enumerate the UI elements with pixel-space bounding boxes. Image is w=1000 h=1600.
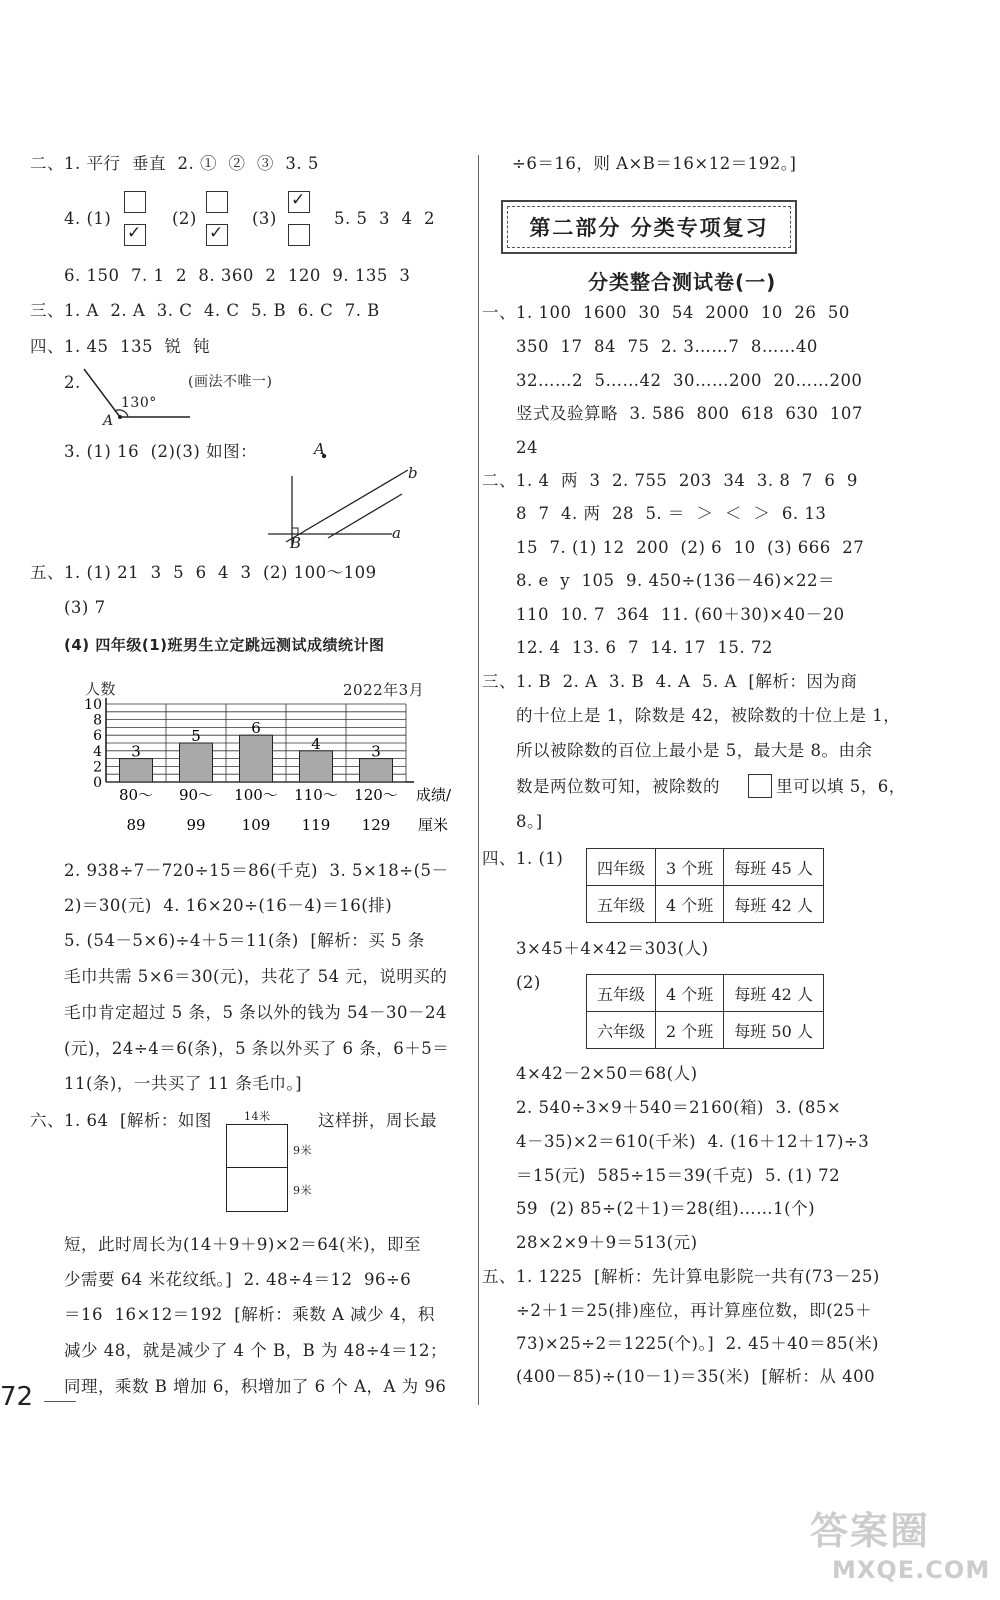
answer-line: 短，此时周长为(14＋9＋9)×2＝64(米)，即至 [64, 1235, 422, 1254]
x-tick-label: 119 [301, 816, 331, 834]
answer-line: 五、1. 1225 [解析：先计算电影院一共有(73－25) [482, 1267, 880, 1286]
bar-value-label: 3 [131, 742, 141, 761]
chart-caption: (4) 四年级(1)班男生立定跳远测试成绩统计图 [64, 636, 385, 654]
answer-line: 六、1. 64 [解析：如图 [30, 1111, 212, 1130]
x-tick-label: 80～ [118, 786, 154, 804]
bar [120, 759, 153, 782]
bar [240, 735, 273, 782]
answer-line: ÷6＝16，则 A×B＝16×12＝192。] [512, 154, 797, 173]
section-banner-title: 第二部分 分类专项复习 [507, 206, 791, 248]
answer-line: (2) [172, 209, 197, 228]
x-tick-label: 120～ [354, 786, 398, 804]
line-label: b [408, 464, 419, 482]
answer-line: 3. (1) 16 (2)(3) 如图： [64, 442, 258, 461]
answer-line: (元)，24÷4＝6(条)，5 条以外买了 6 条，6＋5＝ [64, 1039, 450, 1058]
answer-line: 6. 150 7. 1 2 8. 360 2 120 9. 135 3 [64, 266, 411, 285]
answer-line: ＝16 16×12＝192 [解析：乘数 A 减少 4，积 [64, 1305, 435, 1324]
y-tick-label: 8 [93, 712, 102, 729]
class-table-2 [586, 974, 824, 1049]
answer-line: 11(条)，一共买了 11 条毛巾。] [64, 1074, 303, 1093]
bar-chart [62, 694, 482, 844]
table-cell: 2 个班 [656, 1012, 724, 1049]
bar-value-label: 3 [371, 742, 381, 761]
table-cell: 六年级 [587, 1012, 656, 1049]
answer-line: (3) [252, 209, 277, 228]
answer-line: 2. 540÷3×9＋540＝2160(箱) 3. (85× [516, 1098, 842, 1117]
answer-line: 73)×25÷2＝1225(个)。] 2. 45＋40＝85(米) [516, 1334, 879, 1353]
answer-line: 4－35)×2＝610(千米) 4. (16＋12＋17)÷3 [516, 1132, 870, 1151]
answer-line: ＝15(元) 585÷15＝39(千克) 5. (1) 72 [516, 1166, 841, 1185]
x-tick-label: 109 [241, 816, 271, 834]
table-cell: 每班 42 人 [724, 975, 824, 1012]
x-axis-label: 成绩/ [416, 786, 452, 804]
rectangle-figure [226, 1124, 288, 1212]
answer-line: 同理，乘数 B 增加 6，积增加了 6 个 A，A 为 96 [64, 1377, 447, 1396]
bar-value-label: 4 [311, 734, 321, 753]
x-tick-label: 89 [126, 816, 146, 834]
point-label: A [314, 440, 326, 458]
checkbox-checked [124, 224, 146, 246]
answer-line: 32……2 5……42 30……200 20……200 [516, 371, 863, 390]
bar-value-label: 6 [251, 719, 261, 738]
answer-line: 的十位上是 1，除数是 42，被除数的十位上是 1， [516, 706, 901, 725]
table-row [587, 1012, 824, 1049]
y-tick-label: 10 [84, 697, 102, 713]
table-cell: 每班 50 人 [724, 1012, 824, 1049]
answer-line: 8 7 4. 两 28 5. ＝ ＞ ＜ ＞ 6. 13 [516, 504, 827, 523]
answer-line: (2) [516, 973, 541, 992]
table-row [587, 849, 824, 886]
chart-ylabel: 人数 [85, 680, 117, 698]
watermark-url: MXQE.COM [832, 1556, 991, 1584]
figure-note: (画法不唯一) [188, 374, 273, 390]
answer-line: 数是两位数可知，被除数的 [516, 777, 720, 796]
answer-line: 350 17 84 75 2. 3……7 8……40 [516, 337, 818, 356]
answer-line: 二、1. 4 两 3 2. 755 203 34 3. 8 7 6 9 [482, 471, 858, 490]
table-row [587, 886, 824, 923]
test-title: 分类整合测试卷(一) [588, 270, 777, 294]
answer-line: 4. (1) [64, 209, 112, 228]
y-tick-label: 2 [93, 759, 102, 776]
rectangle-divider [227, 1167, 287, 1168]
x-tick-label: 100～ [234, 786, 278, 804]
y-tick-label: 4 [93, 743, 102, 760]
answer-line: (400－85)÷(10－1)＝35(米) [解析：从 400 [516, 1367, 876, 1386]
table-cell: 4 个班 [656, 975, 724, 1012]
table-cell: 3 个班 [656, 849, 724, 886]
answer-line: 一、1. 100 1600 30 54 2000 10 26 50 [482, 303, 850, 322]
x-tick-label: 99 [186, 816, 206, 834]
y-tick-label: 0 [93, 775, 102, 791]
answer-line: 24 [516, 438, 538, 457]
table-cell: 每班 42 人 [724, 886, 824, 923]
answer-line: 110 10. 7 364 11. (60＋30)×40－20 [516, 605, 845, 624]
table-cell: 每班 45 人 [724, 849, 824, 886]
answer-line: 12. 4 13. 6 7 14. 17 15. 72 [516, 638, 773, 657]
answer-line: 四、1. (1) [482, 849, 564, 868]
answer-line: 里可以填 5，6， [776, 777, 906, 796]
answer-line: 五、1. (1) 21 3 5 6 4 3 (2) 100～109 [30, 563, 377, 582]
answer-line: 28×2×9＋9＝513(元) [516, 1233, 698, 1252]
x-tick-label: 90～ [178, 786, 214, 804]
answer-line: (3) 7 [64, 598, 106, 617]
table-cell: 五年级 [587, 975, 656, 1012]
bar-value-label: 5 [191, 727, 201, 745]
figure-dimension: 14米 [244, 1110, 271, 1123]
answer-line: 59 (2) 85÷(2＋1)＝28(组)……1(个) [516, 1199, 816, 1218]
watermark-logo: 答案圈 [810, 1509, 931, 1553]
answer-line: 8. e y 105 9. 450÷(136－46)×22＝ [516, 571, 836, 590]
checkbox-checked [206, 224, 228, 246]
figure-dimension: 9米 [293, 1184, 312, 1197]
table-cell: 四年级 [587, 849, 656, 886]
page-number-rule [44, 1401, 76, 1402]
answer-line: 5. 5 3 4 2 [334, 209, 435, 228]
answer-line: 2. 938÷7－720÷15＝86(千克) 3. 5×18÷(5－ [64, 861, 449, 880]
answer-line: 这样拼，周长最 [318, 1111, 437, 1130]
answer-line: 2. [64, 373, 81, 392]
answer-line: 5. (54－5×6)÷4＋5＝11(条) [解析：买 5 条 [64, 931, 425, 950]
answer-line: 三、1. A 2. A 3. C 4. C 5. B 6. C 7. B [30, 301, 380, 320]
answer-line: 15 7. (1) 12 200 (2) 6 10 (3) 666 27 [516, 538, 865, 557]
answer-line: 减少 48，就是减少了 4 个 B，B 为 48÷4＝12； [64, 1341, 448, 1360]
x-tick-label: 110～ [294, 786, 338, 804]
x-tick-label: 129 [361, 816, 391, 834]
angle-label: 130° [121, 395, 157, 411]
answer-line: 三、1. B 2. A 3. B 4. A 5. A [解析：因为商 [482, 672, 858, 691]
line-label: a [392, 524, 402, 542]
answer-line: 二、1. 平行 垂直 2. ① ② ③ 3. 5 [30, 154, 319, 173]
x-axis-label: 厘米 [418, 816, 449, 834]
figure-dimension: 9米 [293, 1144, 312, 1157]
vertex-label: A [103, 413, 114, 429]
page-number: 72 [0, 1382, 34, 1412]
answer-line: 8。] [516, 812, 543, 831]
checkbox-empty [206, 191, 228, 213]
y-tick-label: 6 [93, 728, 102, 745]
answer-line: 竖式及验算略 3. 586 800 618 630 107 [516, 404, 863, 423]
checkbox-empty [288, 224, 310, 246]
answer-line: 四、1. 45 135 锐 钝 [30, 337, 210, 356]
table-cell: 4 个班 [656, 886, 724, 923]
answer-line: 毛巾肯定超过 5 条，5 条以外的钱为 54－30－24 [64, 1003, 447, 1022]
checkbox-empty [124, 191, 146, 213]
table-cell: 五年级 [587, 886, 656, 923]
table-row [587, 975, 824, 1012]
bar [360, 759, 393, 782]
answer-line: 3×45＋4×42＝303(人) [516, 939, 709, 958]
blank-box [748, 774, 772, 798]
answer-line: ÷2＋1＝25(排)座位，再计算座位数，即(25＋ [516, 1301, 873, 1320]
bar [300, 751, 333, 782]
bar [180, 743, 213, 782]
answer-line: 少需要 64 米花纹纸。] 2. 48÷4＝12 96÷6 [64, 1270, 412, 1289]
checkbox-checked [288, 191, 310, 213]
answer-line: 4×42－2×50＝68(人) [516, 1064, 698, 1083]
point-label: B [290, 534, 302, 552]
section-banner [501, 200, 797, 254]
answer-line: 所以被除数的百位上最小是 5，最大是 8。由余 [516, 741, 873, 760]
answer-line: 2)＝30(元) 4. 16×20÷(16－4)＝16(排) [64, 896, 393, 915]
class-table-1 [586, 848, 824, 923]
answer-line: 毛巾共需 5×6＝30(元)，共花了 54 元，说明买的 [64, 967, 448, 986]
chart-date: 2022年3月 [343, 681, 425, 699]
